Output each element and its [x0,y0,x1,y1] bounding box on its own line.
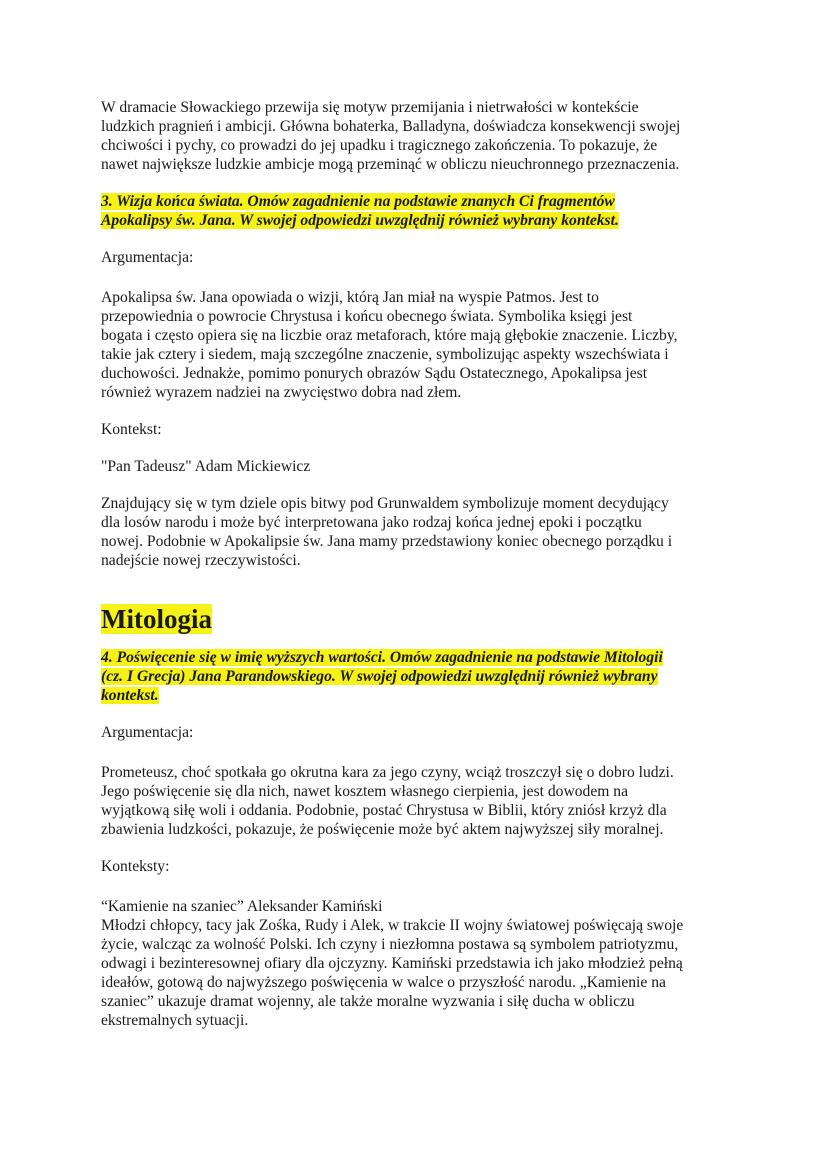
argument-paragraph [101,288,727,402]
context-title: "Pan Tadeusz" Adam Mickiewicz [101,458,311,475]
text-line: ekstremalnych sytuacji. [101,1012,249,1029]
context-paragraph [101,897,727,1030]
text-line: Apokalipsa św. Jana opowiada o wizji, którą Jan miał na wyspie Patmos. Jest to [101,289,599,306]
context-paragraph [101,494,727,570]
argument-label: Argumentacja: [101,249,194,266]
text-line: Młodzi chłopcy, tacy jak Zośka, Rudy i Alek, w trakcie II wojny światowej poświęcają swoje [101,917,684,934]
text-line: Jego poświęcenie się dla nich, nawet kosztem własnego cierpienia, jest dowodem na [101,783,628,800]
text-line: życie, walcząc za wolność Polski. Ich czyny i niezłomna postawa są symbolem patriotyzmu, [101,936,679,953]
text-line: nadejście nowej rzeczywistości. [101,552,301,569]
section-heading-text: Mitologia [101,604,212,634]
text-line: nowej. Podobnie w Apokalipsie św. Jana mamy przedstawiony koniec obecnego porządku i [101,533,673,550]
question-4 [101,648,727,705]
question-line: kontekst. [101,687,159,704]
context-title: “Kamienie na szaniec” Aleksander Kamiński [101,898,383,915]
context-label: Kontekst: [101,421,162,438]
question-3 [101,192,727,230]
text-line: Prometeusz, choć spotkała go okrutna kara za jego czyny, wciąż troszczył się o dobro ludzi. [101,764,674,781]
argument-label: Argumentacja: [101,724,194,741]
text-line: nawet największe ludzkie ambicje mogą przeminąć w obliczu nieuchronnego przeznaczenia. [101,156,680,173]
text-line: chciwości i pychy, co prowadzi do jej upadku i tragicznego zakończenia. To pokazuje, że [101,137,658,154]
text-line: takie jak cztery i siedem, mają szczególne znaczenie, symbolizując aspekty wszechświata i [101,346,669,363]
text-line: W dramacie Słowackiego przewija się motyw przemijania i nietrwałości w kontekście [101,99,639,116]
text-line: dla losów narodu i może być interpretowana jako rodzaj końca jednej epoki i początku [101,514,642,531]
text-line: ludzkich pragnień i ambicji. Główna bohaterka, Balladyna, doświadcza konsekwencji swojej [101,118,681,135]
text-line: również wyrazem nadziei na zwycięstwo dobra nad złem. [101,384,462,401]
text-line: ideałów, gotową do najwyższego poświęcenia w walce o przyszłość narodu. „Kamienie na [101,974,666,991]
text-line: wyjątkową siłę woli i oddania. Podobnie, postać Chrystusa w Biblii, który zniósł krzyż dla [101,802,667,819]
question-line: Apokalipsy św. Jana. W swojej odpowiedzi uwzględnij również wybrany kontekst. [101,212,619,229]
text-line: duchowości. Jednakże, pomimo ponurych obrazów Sądu Ostatecznego, Apokalipsa jest [101,365,648,382]
text-line: zbawienia ludzkości, pokazuje, że poświęcenie może być aktem najwyższej siły moralnej. [101,821,664,838]
document-page [101,98,727,1030]
question-line: (cz. I Grecja) Jana Parandowskiego. W swojej odpowiedzi uwzględnij również wybrany [101,668,658,685]
context-label: Konteksty: [101,858,170,875]
section-heading [101,602,727,636]
question-line: 4. Poświęcenie się w imię wyższych wartości. Omów zagadnienie na podstawie Mitologii [101,649,663,666]
intro-paragraph [101,98,727,174]
text-line: odwagi i bezinteresownej ofiary dla ojczyzny. Kamiński przedstawia ich jako młodzież pełną [101,955,683,972]
argument-paragraph [101,763,727,839]
text-line: bogata i często opiera się na liczbie oraz metaforach, które mają głębokie znaczenie. Liczby, [101,327,678,344]
text-line: Znajdujący się w tym dziele opis bitwy pod Grunwaldem symbolizuje moment decydujący [101,495,669,512]
text-line: przepowiednia o powrocie Chrystusa i końcu obecnego świata. Symbolika księgi jest [101,308,633,325]
question-line: 3. Wizja końca świata. Omów zagadnienie na podstawie znanych Ci fragmentów [101,193,615,210]
text-line: szaniec” ukazuje dramat wojenny, ale także moralne wyzwania i siłę ducha w obliczu [101,993,635,1010]
